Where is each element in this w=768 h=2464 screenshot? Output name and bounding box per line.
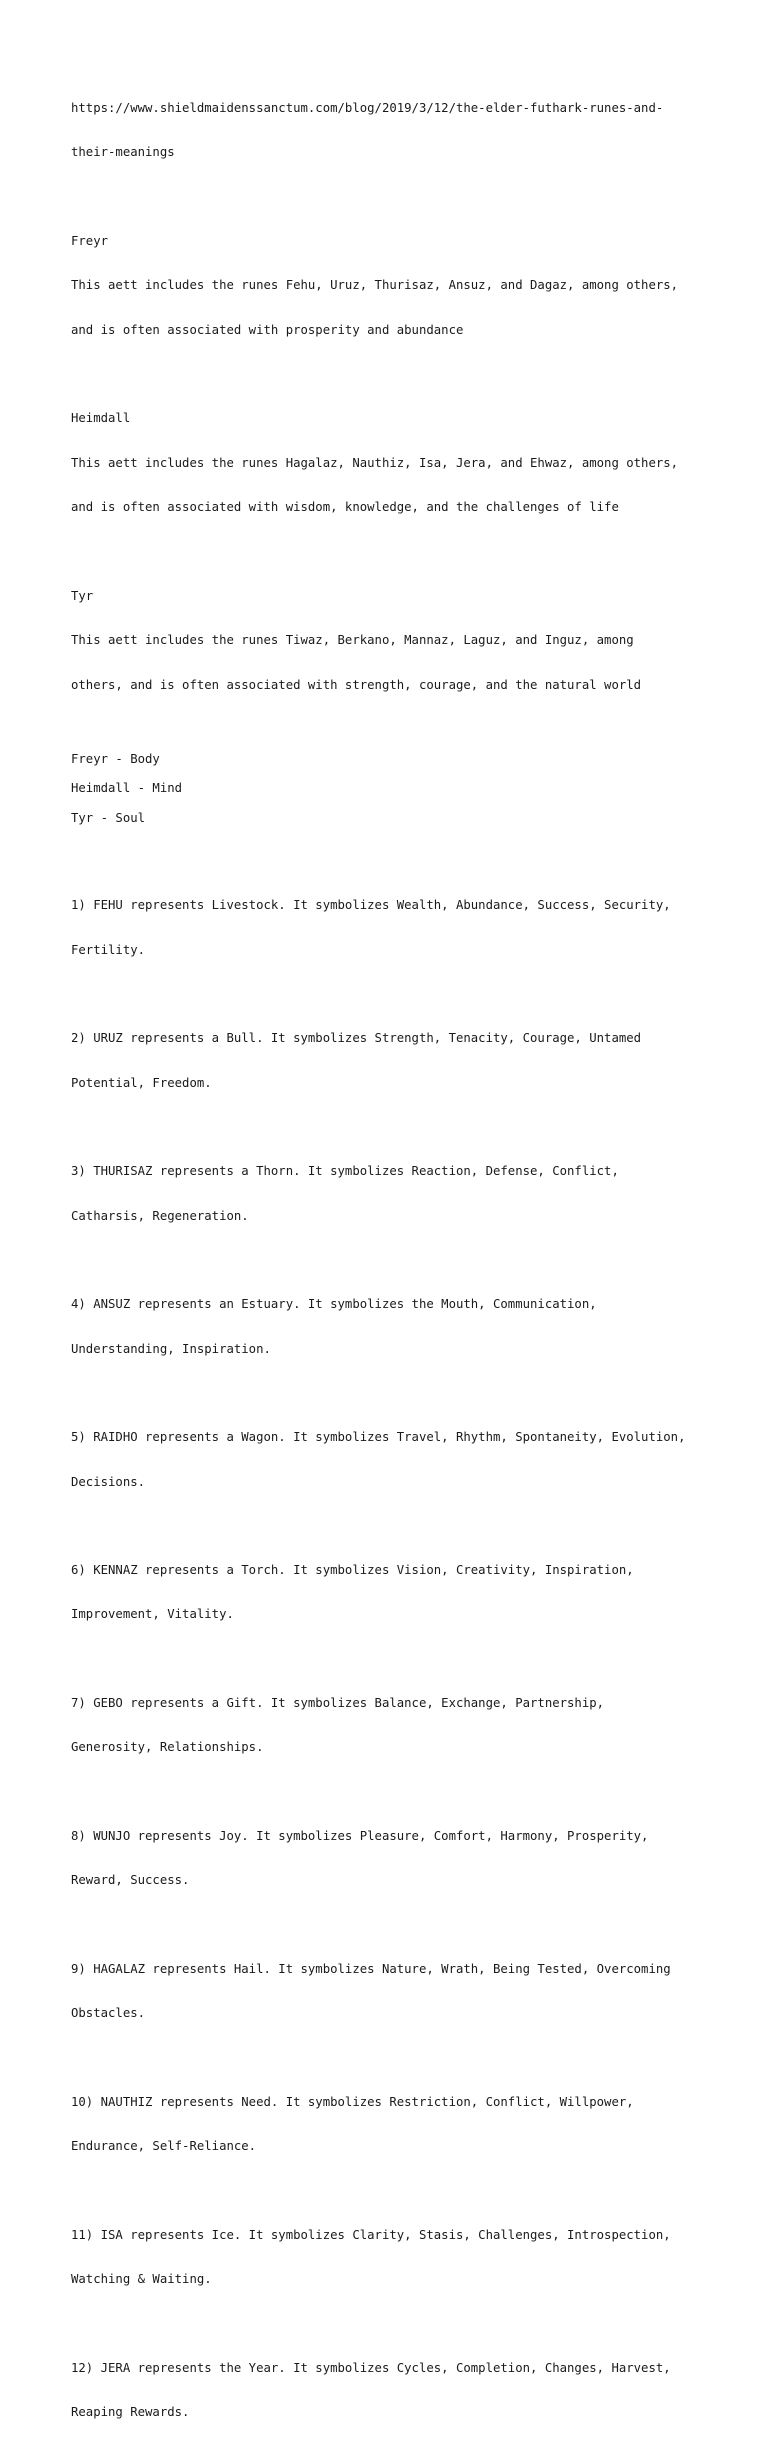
rune-entry-kennaz bbox=[71, 1533, 731, 1651]
rune-line: Catharsis, Regeneration. bbox=[71, 1208, 249, 1223]
rune-entry-wunjo bbox=[71, 1799, 731, 1917]
rune-entry-thurisaz bbox=[71, 1135, 731, 1253]
rune-line: 5) RAIDHO represents a Wagon. It symbolizes Travel, Rhythm, Spontaneity, Evolution, bbox=[71, 1430, 686, 1445]
aett-description-line: and is often associated with wisdom, knowledge, and the challenges of life bbox=[71, 500, 619, 515]
aspect-line: Tyr - Soul bbox=[71, 810, 146, 825]
rune-line: Endurance, Self-Reliance. bbox=[71, 2139, 257, 2154]
rune-line: 10) NAUTHIZ represents Need. It symbolizes Restriction, Conflict, Willpower, bbox=[71, 2094, 634, 2109]
aett-name: Freyr bbox=[71, 233, 109, 248]
rune-line: Fertility. bbox=[71, 942, 146, 957]
rune-line: 8) WUNJO represents Joy. It symbolizes Pleasure, Comfort, Harmony, Prosperity, bbox=[71, 1829, 649, 1844]
aett-name: Heimdall bbox=[71, 411, 131, 426]
rune-entry-fehu bbox=[71, 869, 731, 987]
rune-line: Decisions. bbox=[71, 1474, 146, 1489]
rune-line: 6) KENNAZ represents a Torch. It symbolizes Vision, Creativity, Inspiration, bbox=[71, 1563, 634, 1578]
aett-heimdall bbox=[71, 382, 731, 545]
url-line: their-meanings bbox=[71, 144, 175, 159]
rune-line: 7) GEBO represents a Gift. It symbolizes Balance, Exchange, Partnership, bbox=[71, 1696, 605, 1711]
aett-name: Tyr bbox=[71, 588, 94, 603]
url-line: https://www.shieldmaidenssanctum.com/blog/2019/3/12/the-elder-futhark-runes-and- bbox=[71, 100, 664, 115]
rune-entry-ansuz bbox=[71, 1268, 731, 1386]
aett-description-line: This aett includes the runes Fehu, Uruz, Thurisaz, Ansuz, and Dagaz, among others, bbox=[71, 278, 679, 293]
rune-line: 3) THURISAZ represents a Thorn. It symbolizes Reaction, Defense, Conflict, bbox=[71, 1164, 619, 1179]
rune-entry-jera bbox=[71, 2331, 731, 2449]
aett-description-line: others, and is often associated with strength, courage, and the natural world bbox=[71, 677, 642, 692]
aspect-line: Freyr - Body bbox=[71, 751, 160, 766]
rune-entry-nauthiz bbox=[71, 2065, 731, 2183]
rune-line: Reaping Rewards. bbox=[71, 2405, 190, 2420]
rune-line: Generosity, Relationships. bbox=[71, 1740, 264, 1755]
rune-line: 1) FEHU represents Livestock. It symbolizes Wealth, Abundance, Success, Security, bbox=[71, 898, 671, 913]
rune-line: Understanding, Inspiration. bbox=[71, 1341, 271, 1356]
rune-line: Reward, Success. bbox=[71, 1873, 190, 1888]
aett-description-line: This aett includes the runes Tiwaz, Berkano, Mannaz, Laguz, and Inguz, among bbox=[71, 633, 634, 648]
rune-line: 4) ANSUZ represents an Estuary. It symbolizes the Mouth, Communication, bbox=[71, 1297, 597, 1312]
rune-line: 12) JERA represents the Year. It symbolizes Cycles, Completion, Changes, Harvest, bbox=[71, 2360, 671, 2375]
rune-line: Improvement, Vitality. bbox=[71, 1607, 234, 1622]
rune-entry-isa bbox=[71, 2198, 731, 2316]
rune-line: Watching & Waiting. bbox=[71, 2272, 212, 2287]
rune-entry-raidho bbox=[71, 1401, 731, 1519]
rune-entry-hagalaz bbox=[71, 1932, 731, 2050]
aett-description-line: and is often associated with prosperity and abundance bbox=[71, 322, 464, 337]
document-page bbox=[71, 71, 731, 2464]
rune-line: Obstacles. bbox=[71, 2006, 146, 2021]
aett-description-line: This aett includes the runes Hagalaz, Nauthiz, Isa, Jera, and Ehwaz, among others, bbox=[71, 455, 679, 470]
rune-line: 2) URUZ represents a Bull. It symbolizes Strength, Tenacity, Courage, Untamed bbox=[71, 1031, 642, 1046]
rune-entry-uruz bbox=[71, 1002, 731, 1120]
rune-line: Potential, Freedom. bbox=[71, 1075, 212, 1090]
rune-line: 9) HAGALAZ represents Hail. It symbolizes Nature, Wrath, Being Tested, Overcoming bbox=[71, 1961, 671, 1976]
source-url[interactable] bbox=[71, 71, 731, 189]
aspect-line: Heimdall - Mind bbox=[71, 781, 183, 796]
aett-tyr bbox=[71, 559, 731, 722]
rune-entry-gebo bbox=[71, 1666, 731, 1784]
aett-freyr bbox=[71, 204, 731, 367]
rune-line: 11) ISA represents Ice. It symbolizes Clarity, Stasis, Challenges, Introspection, bbox=[71, 2227, 671, 2242]
